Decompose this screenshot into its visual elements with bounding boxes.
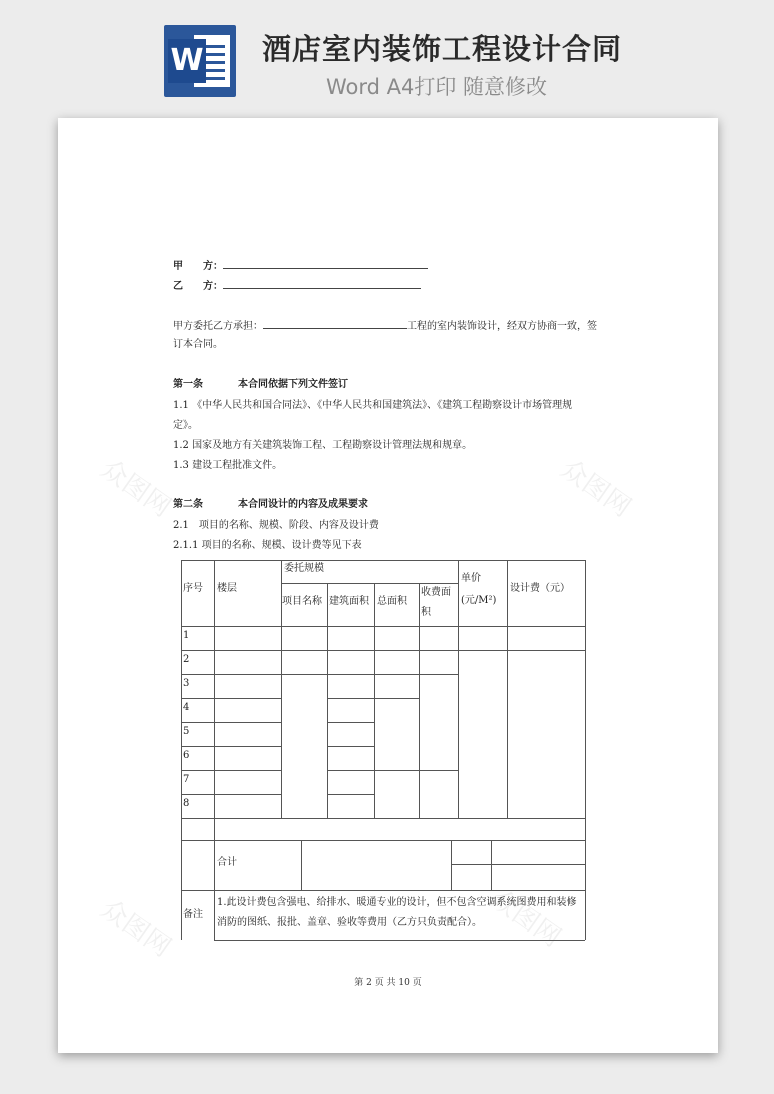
party-a-blank[interactable] — [223, 258, 428, 269]
document-page — [58, 118, 718, 1053]
col-floor-header: 楼层 — [217, 583, 237, 594]
watermark: 众图网 — [555, 453, 637, 524]
col-unit-price-unit: (元/M²) — [461, 595, 497, 606]
party-a-label: 甲 方： — [173, 261, 223, 272]
project-name-blank[interactable] — [263, 318, 407, 329]
article-2-title: 本合同设计的内容及成果要求 — [238, 499, 368, 510]
watermark: 众图网 — [95, 893, 177, 964]
col-scale-header: 委托规模 — [284, 563, 324, 574]
col-fee-area-header-2: 积 — [421, 607, 431, 618]
article-1-title: 本合同依据下列文件签订 — [238, 379, 348, 390]
row-number: 6 — [183, 750, 190, 761]
party-b-blank[interactable] — [223, 278, 421, 289]
row-number: 3 — [183, 678, 190, 689]
total-label: 合计 — [217, 857, 237, 868]
article-1-item: 定》。 — [173, 420, 198, 431]
article-2-number: 第二条 — [173, 499, 203, 510]
row-number: 8 — [183, 798, 190, 809]
word-logo-icon — [164, 25, 236, 97]
row-number: 1 — [183, 630, 190, 641]
remarks-line: 消防的图纸、报批、盖章、验收等费用（乙方只负责配合）。 — [217, 917, 482, 928]
party-b-line — [173, 278, 421, 294]
article-1-item: 1.2 国家及地方有关建筑装饰工程、工程勘察设计管理法规和规章。 — [173, 440, 473, 451]
remarks-label: 备注 — [183, 909, 203, 920]
word-letter: W — [168, 39, 206, 83]
page-number: 第 2 页 共 10 页 — [354, 978, 422, 988]
col-seq-header: 序号 — [183, 583, 203, 594]
party-a-line — [173, 258, 428, 274]
article-1-number: 第一条 — [173, 379, 203, 390]
intro-text: 甲方委托乙方承担： — [173, 321, 263, 332]
article-2-item: 2.1 项目的名称、规模、阶段、内容及设计费 — [173, 520, 379, 531]
row-number: 4 — [183, 702, 190, 713]
watermark: 众图网 — [485, 883, 567, 954]
row-number: 2 — [183, 654, 190, 665]
row-number: 5 — [183, 726, 190, 737]
intro-line-1 — [173, 318, 597, 334]
intro-text-tail: 工程的室内装饰设计，经双方协商一致，签 — [407, 321, 597, 332]
col-building-area-header: 建筑面积 — [329, 596, 369, 607]
remarks-line: 1.此设计费包含强电、给排水、暖通专业的设计，但不包含空调系统图费用和装修 — [217, 897, 577, 908]
col-total-area-header: 总面积 — [377, 596, 407, 607]
party-b-label: 乙 方： — [173, 281, 223, 292]
page-subtitle: Word A4打印 随意修改 — [326, 75, 548, 99]
page-title: 酒店室内装饰工程设计合同 — [262, 32, 623, 66]
col-design-fee-header: 设计费（元） — [510, 583, 570, 594]
intro-line-2: 订本合同。 — [173, 339, 223, 350]
col-unit-price-header: 单价 — [461, 573, 481, 584]
col-project-name-header: 项目名称 — [282, 596, 322, 607]
watermark: 众图网 — [95, 453, 177, 524]
col-fee-area-header: 收费面 — [421, 587, 451, 598]
article-2-item: 2.1.1 项目的名称、规模、设计费等见下表 — [173, 540, 362, 551]
row-number: 7 — [183, 774, 190, 785]
design-fee-table — [181, 560, 585, 940]
article-1-item: 1.3 建设工程批准文件。 — [173, 460, 283, 471]
article-1-item: 1.1 《中华人民共和国合同法》、《中华人民共和国建筑法》、《建筑工程勘察设计市场管理规 — [173, 400, 573, 411]
